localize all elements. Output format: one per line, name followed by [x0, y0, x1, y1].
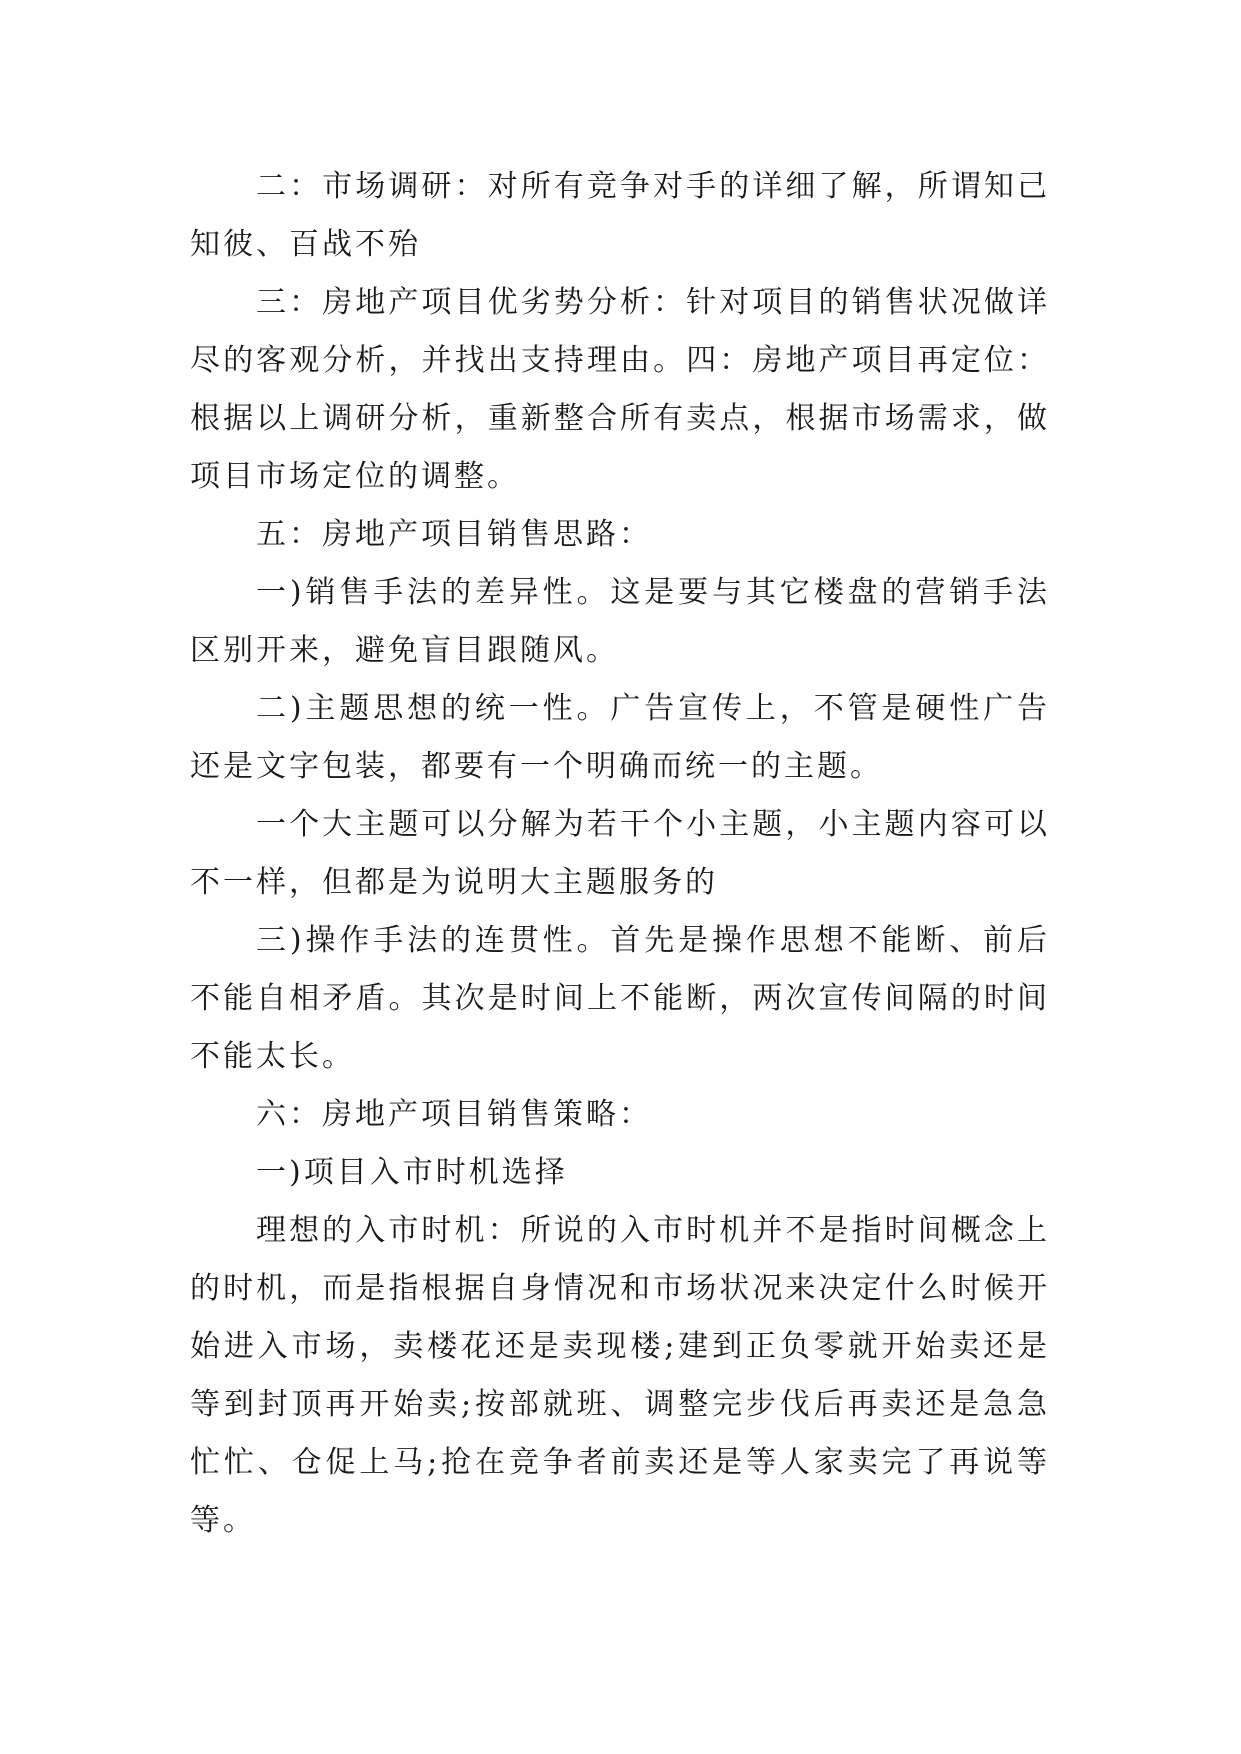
- paragraph: 一)销售手法的差异性。这是要与其它楼盘的营销手法区别开来，避免盲目跟随风。: [190, 575, 1050, 668]
- paragraph: 理想的入市时机：所说的入市时机并不是指时间概念上的时机，而是指根据自身情况和市场状况来决定什么时候开始进入市场，卖楼花还是卖现楼;建到正负零就开始卖还是等到封顶再开始卖;按部就班、调整完步伐后再卖还是急急忙忙、仓促上马;抢在竞争者前卖还是等人家卖完了再说等等。: [190, 1213, 1050, 1538]
- paragraph: 二：市场调研：对所有竞争对手的详细了解，所谓知己知彼、百战不殆: [190, 169, 1050, 262]
- document-body: [190, 158, 1050, 1550]
- paragraph: 三)操作手法的连贯性。首先是操作思想不能断、前后不能自相矛盾。其次是时间上不能断，两次宣传间隔的时间不能太长。: [190, 923, 1050, 1074]
- paragraph: 五：房地产项目销售思路：: [256, 517, 652, 552]
- paragraph: 一)项目入市时机选择: [256, 1155, 568, 1190]
- paragraph: 三：房地产项目优劣势分析：针对项目的销售状况做详尽的客观分析，并找出支持理由。四：房地产项目再定位：根据以上调研分析，重新整合所有卖点，根据市场需求，做项目市场定位的调整。: [190, 285, 1050, 494]
- paragraph: 六：房地产项目销售策略：: [256, 1097, 652, 1132]
- paragraph: 二)主题思想的统一性。广告宣传上，不管是硬性广告还是文字包装，都要有一个明确而统一的主题。: [190, 691, 1050, 784]
- paragraph: 一个大主题可以分解为若干个小主题，小主题内容可以不一样，但都是为说明大主题服务的: [190, 807, 1050, 900]
